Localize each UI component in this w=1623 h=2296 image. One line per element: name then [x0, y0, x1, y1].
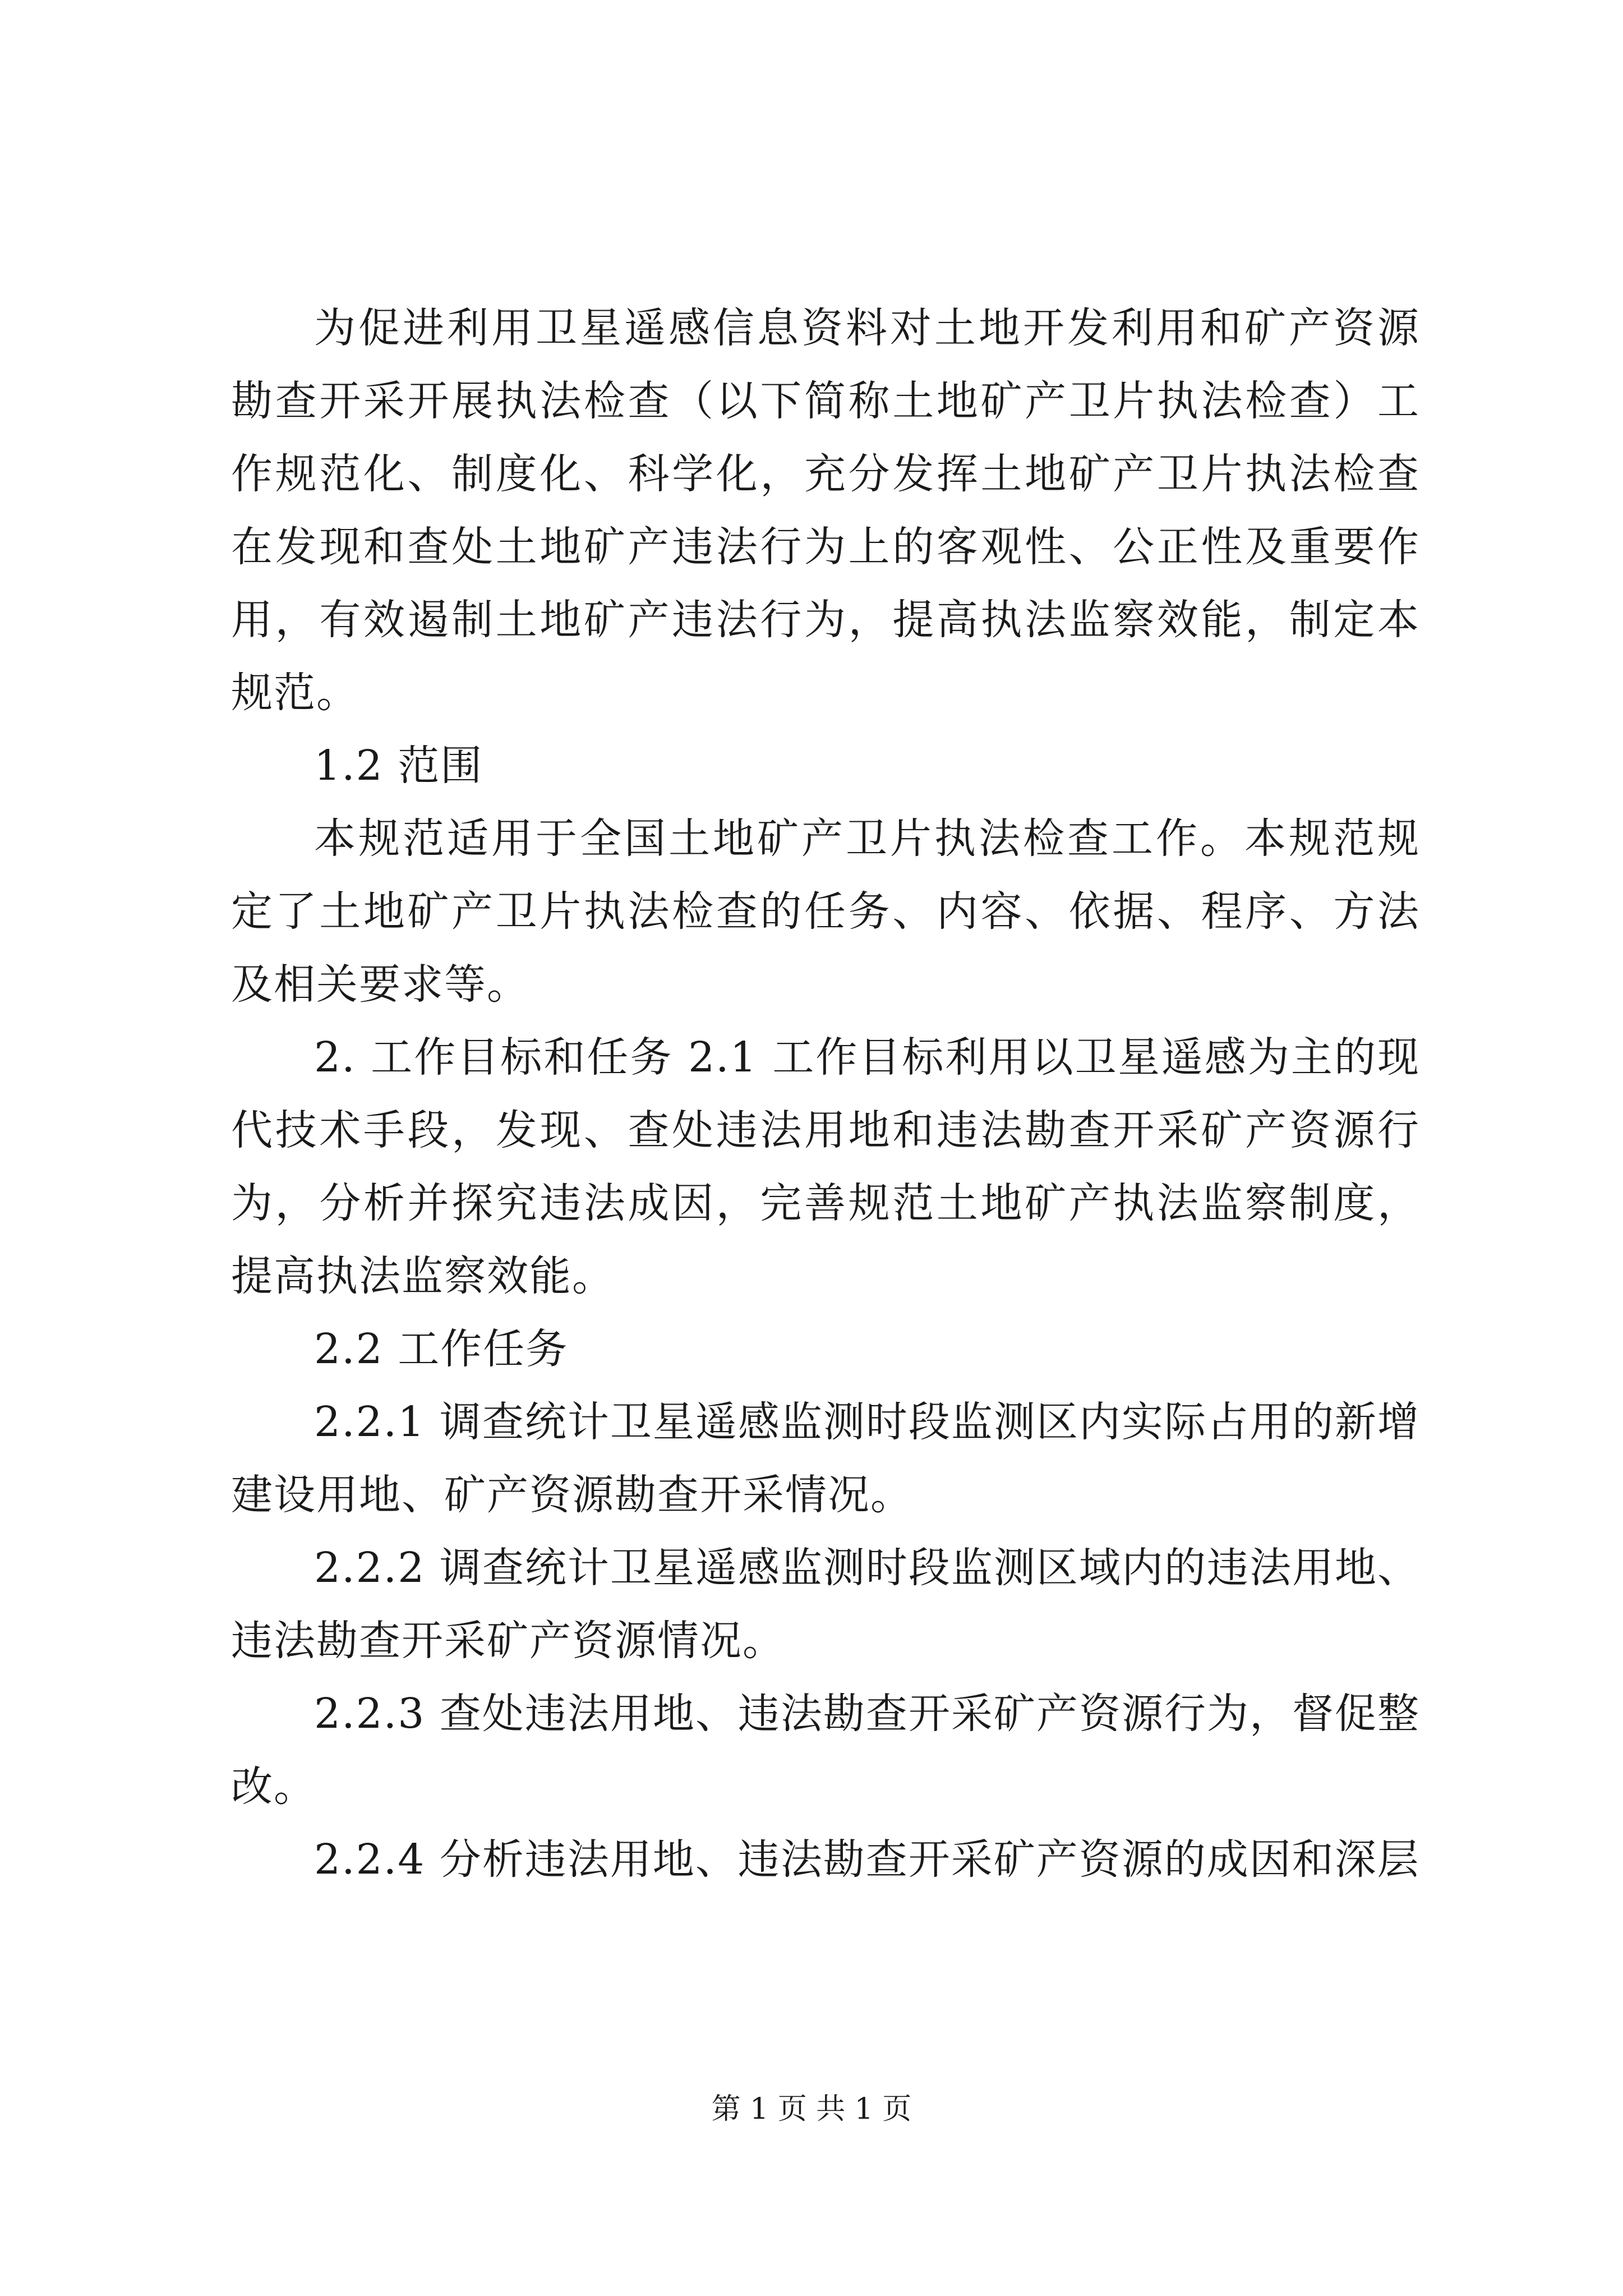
paragraph-task-2-2-1: 2.2.1 调查统计卫星遥感监测时段监测区内实际占用的新增建设用地、矿产资源勘查开采情况。 — [231, 1398, 1420, 1519]
paragraph-task-2-2-4: 2.2.4 分析违法用地、违法勘查开采矿产资源的成因和深层 — [314, 1835, 1420, 1884]
paragraph-purpose: 为促进利用卫星遥感信息资料对土地开发利用和矿产资源勘查开采开展执法检查（以下简称土地矿产卫片执法检查）工作规范化、制度化、科学化，充分发挥土地矿产卫片执法检查在发现和查处土地矿产违法行为上的客观性、公正性及重要作用，有效遏制土地矿产违法行为，提高执法监察效能，制定本规范。 — [231, 304, 1420, 717]
document-body — [231, 292, 1420, 1896]
page-footer: 第 1 页 共 1 页 — [711, 2092, 912, 2126]
paragraph-task-2-2-3: 2.2.3 查处违法用地、违法勘查开采矿产资源行为，督促整改。 — [231, 1690, 1420, 1811]
paragraph-goals: 2. 工作目标和任务 2.1 工作目标利用以卫星遥感为主的现代技术手段，发现、查处违法用地和违法勘查开采矿产资源行为，分析并探究违法成因，完善规范土地矿产执法监察制度，提高执法监察效能。 — [231, 1033, 1420, 1300]
heading-scope: 1.2 范围 — [314, 742, 483, 790]
paragraph-scope: 本规范适用于全国土地矿产卫片执法检查工作。本规范规定了土地矿产卫片执法检查的任务、内容、依据、程序、方法及相关要求等。 — [231, 815, 1420, 1009]
heading-tasks: 2.2 工作任务 — [314, 1325, 569, 1373]
paragraph-task-2-2-2: 2.2.2 调查统计卫星遥感监测时段监测区域内的违法用地、违法勘查开采矿产资源情况。 — [231, 1544, 1420, 1665]
